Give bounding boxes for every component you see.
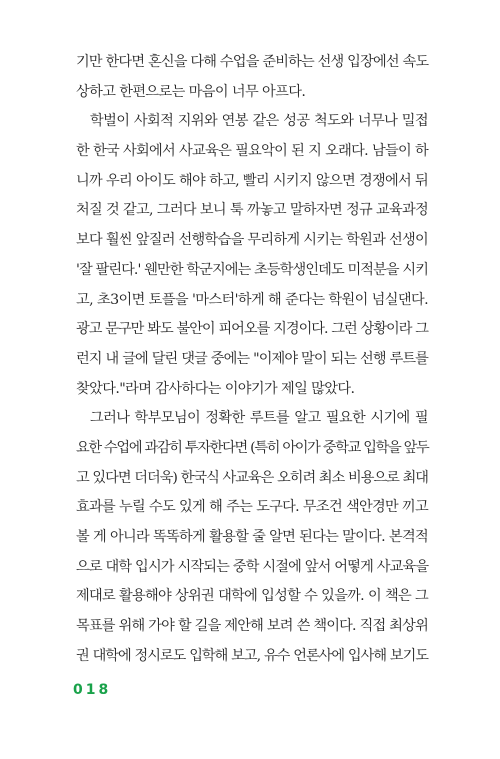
text-line: 볼 게 아니라 똑똑하게 활용할 줄 알면 된다는 말이다. 본격적 (76, 529, 428, 545)
text-line: 찾았다."라며 감사하다는 이야기가 제일 많았다. (76, 380, 355, 397)
text-line: 기만 한다면 혼신을 다해 수업을 준비하는 선생 입장에선 속도 (76, 54, 429, 70)
text-line: 제대로 활용해야 상위권 대학에 입성할 수 있을까. 이 책은 그 (76, 588, 428, 605)
text-line: 학벌이 사회적 지위와 연봉 같은 성공 척도와 너무나 밀접 (90, 113, 428, 130)
text-line: 효과를 누릴 수도 있게 해 주는 도구다. 무조건 색안경만 끼고 (76, 499, 428, 516)
text-line: 고 있다면 더더욱) 한국식 사교육은 오히려 최소 비용으로 최대 (76, 469, 428, 486)
text-line: 그러나 학부모님이 정확한 루트를 알고 필요한 시기에 필 (90, 410, 428, 427)
text-line: 런지 내 글에 달린 댓글 중에는 "이제야 말이 되는 선행 루트를 (76, 350, 428, 367)
text-line: 상하고 한편으로는 마음이 너무 아프다. (76, 83, 306, 100)
text-line: 처질 것 같고, 그러다 보니 툭 까놓고 말하자면 정규 교육과정 (76, 202, 428, 219)
text-line: 한 한국 사회에서 사교육은 필요악이 된 지 오래다. 남들이 하 (76, 143, 428, 160)
text-line: 목표를 위해 가야 할 길을 제안해 보려 쓴 책이다. 직접 최상위 (76, 618, 428, 635)
body-text (76, 48, 428, 671)
text-line: 고, 초3이면 토플을 '마스터'하게 해 준다는 학원이 넘실댄다. (76, 291, 428, 308)
text-line: '잘 팔린다.' 웬만한 학군지에는 초등학생인데도 미적분을 시키 (76, 261, 428, 278)
text-line: 요한 수업에 과감히 투자한다면 (특히 아이가 중학교 입학을 앞두 (76, 439, 429, 456)
text-line: 니까 우리 아이도 해야 하고, 빨리 시키지 않으면 경쟁에서 뒤 (76, 172, 428, 189)
text-line: 권 대학에 정시로도 입학해 보고, 유수 언론사에 입사해 보기도 (76, 647, 428, 664)
text-line: 보다 훨씬 앞질러 선행학습을 무리하게 시키는 학원과 선생이 (76, 232, 428, 249)
page-number: 018 (73, 682, 112, 698)
text-line: 광고 문구만 봐도 불안이 피어오를 지경이다. 그런 상황이라 그 (76, 321, 428, 338)
text-line: 으로 대학 입시가 시작되는 중학 시절에 앞서 어떻게 사교육을 (76, 558, 429, 575)
